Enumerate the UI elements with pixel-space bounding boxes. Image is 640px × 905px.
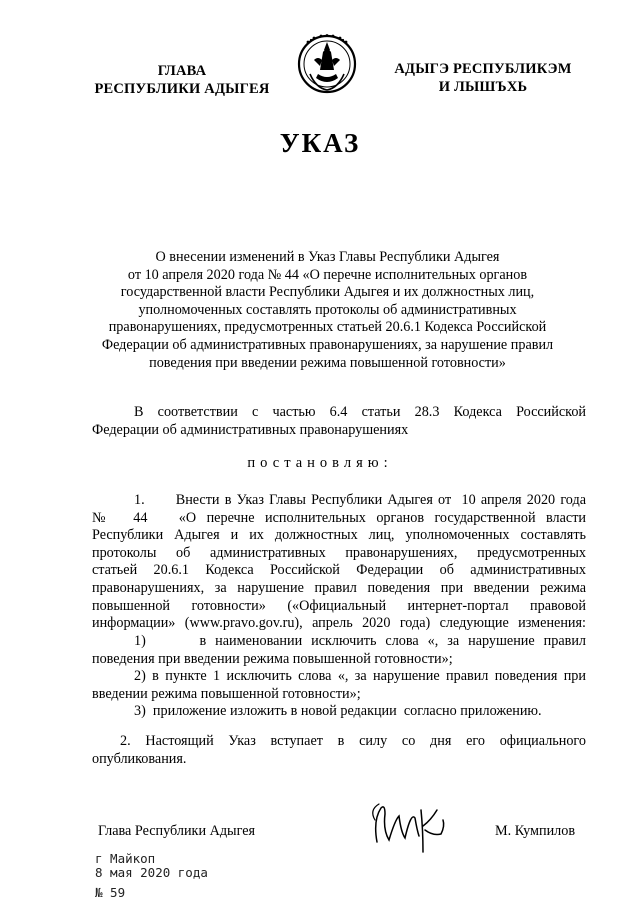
item-1-line: Республики Адыгея и их должностных лиц, уполномоченных составлять	[92, 527, 586, 544]
item-1-line: информации» (www.pravo.gov.ru), апрель 2020 года) следующие изменения:	[92, 615, 586, 632]
subitem-1-line: поведения при введении режима повышенной готовности»;	[92, 650, 453, 667]
handwritten-signature	[365, 790, 465, 860]
subject-line: Федерации об административных правонарушениях, за нарушение правил	[101, 336, 554, 353]
signatory-title: Глава Республики Адыгея	[98, 823, 256, 839]
subject-line: от 10 апреля 2020 года № 44 «О перечне исполнительных органов	[127, 266, 528, 283]
subject-line: уполномоченных составлять протоколы об административных	[138, 301, 517, 318]
header-left-line1: ГЛАВА	[157, 63, 207, 79]
item-1-line: правонарушениях, за нарушение правил поведения при введении режима	[92, 579, 586, 596]
coat-of-arms-emblem	[296, 30, 358, 98]
subitem-3-line: 3) приложение изложить в новой редакции согласно приложению.	[134, 703, 542, 719]
document-type-title: УКАЗ	[279, 128, 361, 158]
subject-line: поведения при введении режима повышенной готовности»	[149, 354, 506, 371]
item-1-line: статьей 20.6.1 Кодекса Российской Федерации об административных	[92, 562, 586, 579]
decree-word: постановляю:	[247, 455, 393, 471]
item-1-line: протоколы об административных правонарушениях, предусмотренных	[92, 544, 586, 561]
subitem-2-line: 2) в пункте 1 исключить слова «, за нарушение правил поведения при	[134, 668, 586, 684]
item-1-line: № 44 «О перечне исполнительных органов государственной власти	[92, 509, 586, 526]
subitem-2-line: введении режима повышенной готовности»;	[92, 685, 361, 702]
preamble-line: Федерации об административных правонарушениях	[92, 421, 409, 438]
item-2-line: опубликования.	[92, 750, 187, 767]
item-2-line: 2. Настоящий Указ вступает в силу со дня его официального	[120, 733, 586, 749]
item-1-line: повышенной готовности» («Официальный интернет-портал правовой	[92, 597, 586, 614]
header-left-line2: РЕСПУБЛИКИ АДЫГЕЯ	[94, 81, 270, 97]
subject-line: О внесении изменений в Указ Главы Республики Адыгея	[155, 249, 500, 265]
subitem-2	[92, 668, 586, 703]
subitem-1	[92, 633, 586, 668]
header-left	[82, 62, 282, 98]
stamp-date: 8 мая 2020 года	[95, 865, 208, 880]
subject-line: правонарушениях, предусмотренных статьей 20.6.1 Кодекса Российской	[108, 319, 547, 336]
header-right	[388, 60, 578, 96]
subitem-1-line: 1) в наименовании исключить слова «, за нарушение правил	[134, 633, 586, 649]
subitem-3	[92, 703, 586, 721]
stamp-city: г Майкоп	[95, 851, 156, 866]
signatory-name: М. Кумпилов	[495, 823, 576, 839]
preamble	[92, 404, 586, 439]
subject-line: государственной власти Республики Адыгея и их должностных лиц,	[120, 284, 535, 301]
header-right-line2: И ЛЫШЪХЬ	[438, 79, 528, 95]
decree-subject	[100, 249, 555, 372]
item-2	[92, 733, 586, 768]
header-right-line1: АДЫГЭ РЕСПУБЛИКЭМ	[394, 61, 572, 77]
preamble-line: В соответствии с частью 6.4 статьи 28.3 Кодекса Российской	[134, 404, 586, 420]
item-1-line: 1. Внести в Указ Главы Республики Адыгея от 10 апреля 2020 года	[134, 492, 586, 508]
stamp-number: № 59	[95, 885, 126, 900]
item-1	[92, 492, 586, 633]
